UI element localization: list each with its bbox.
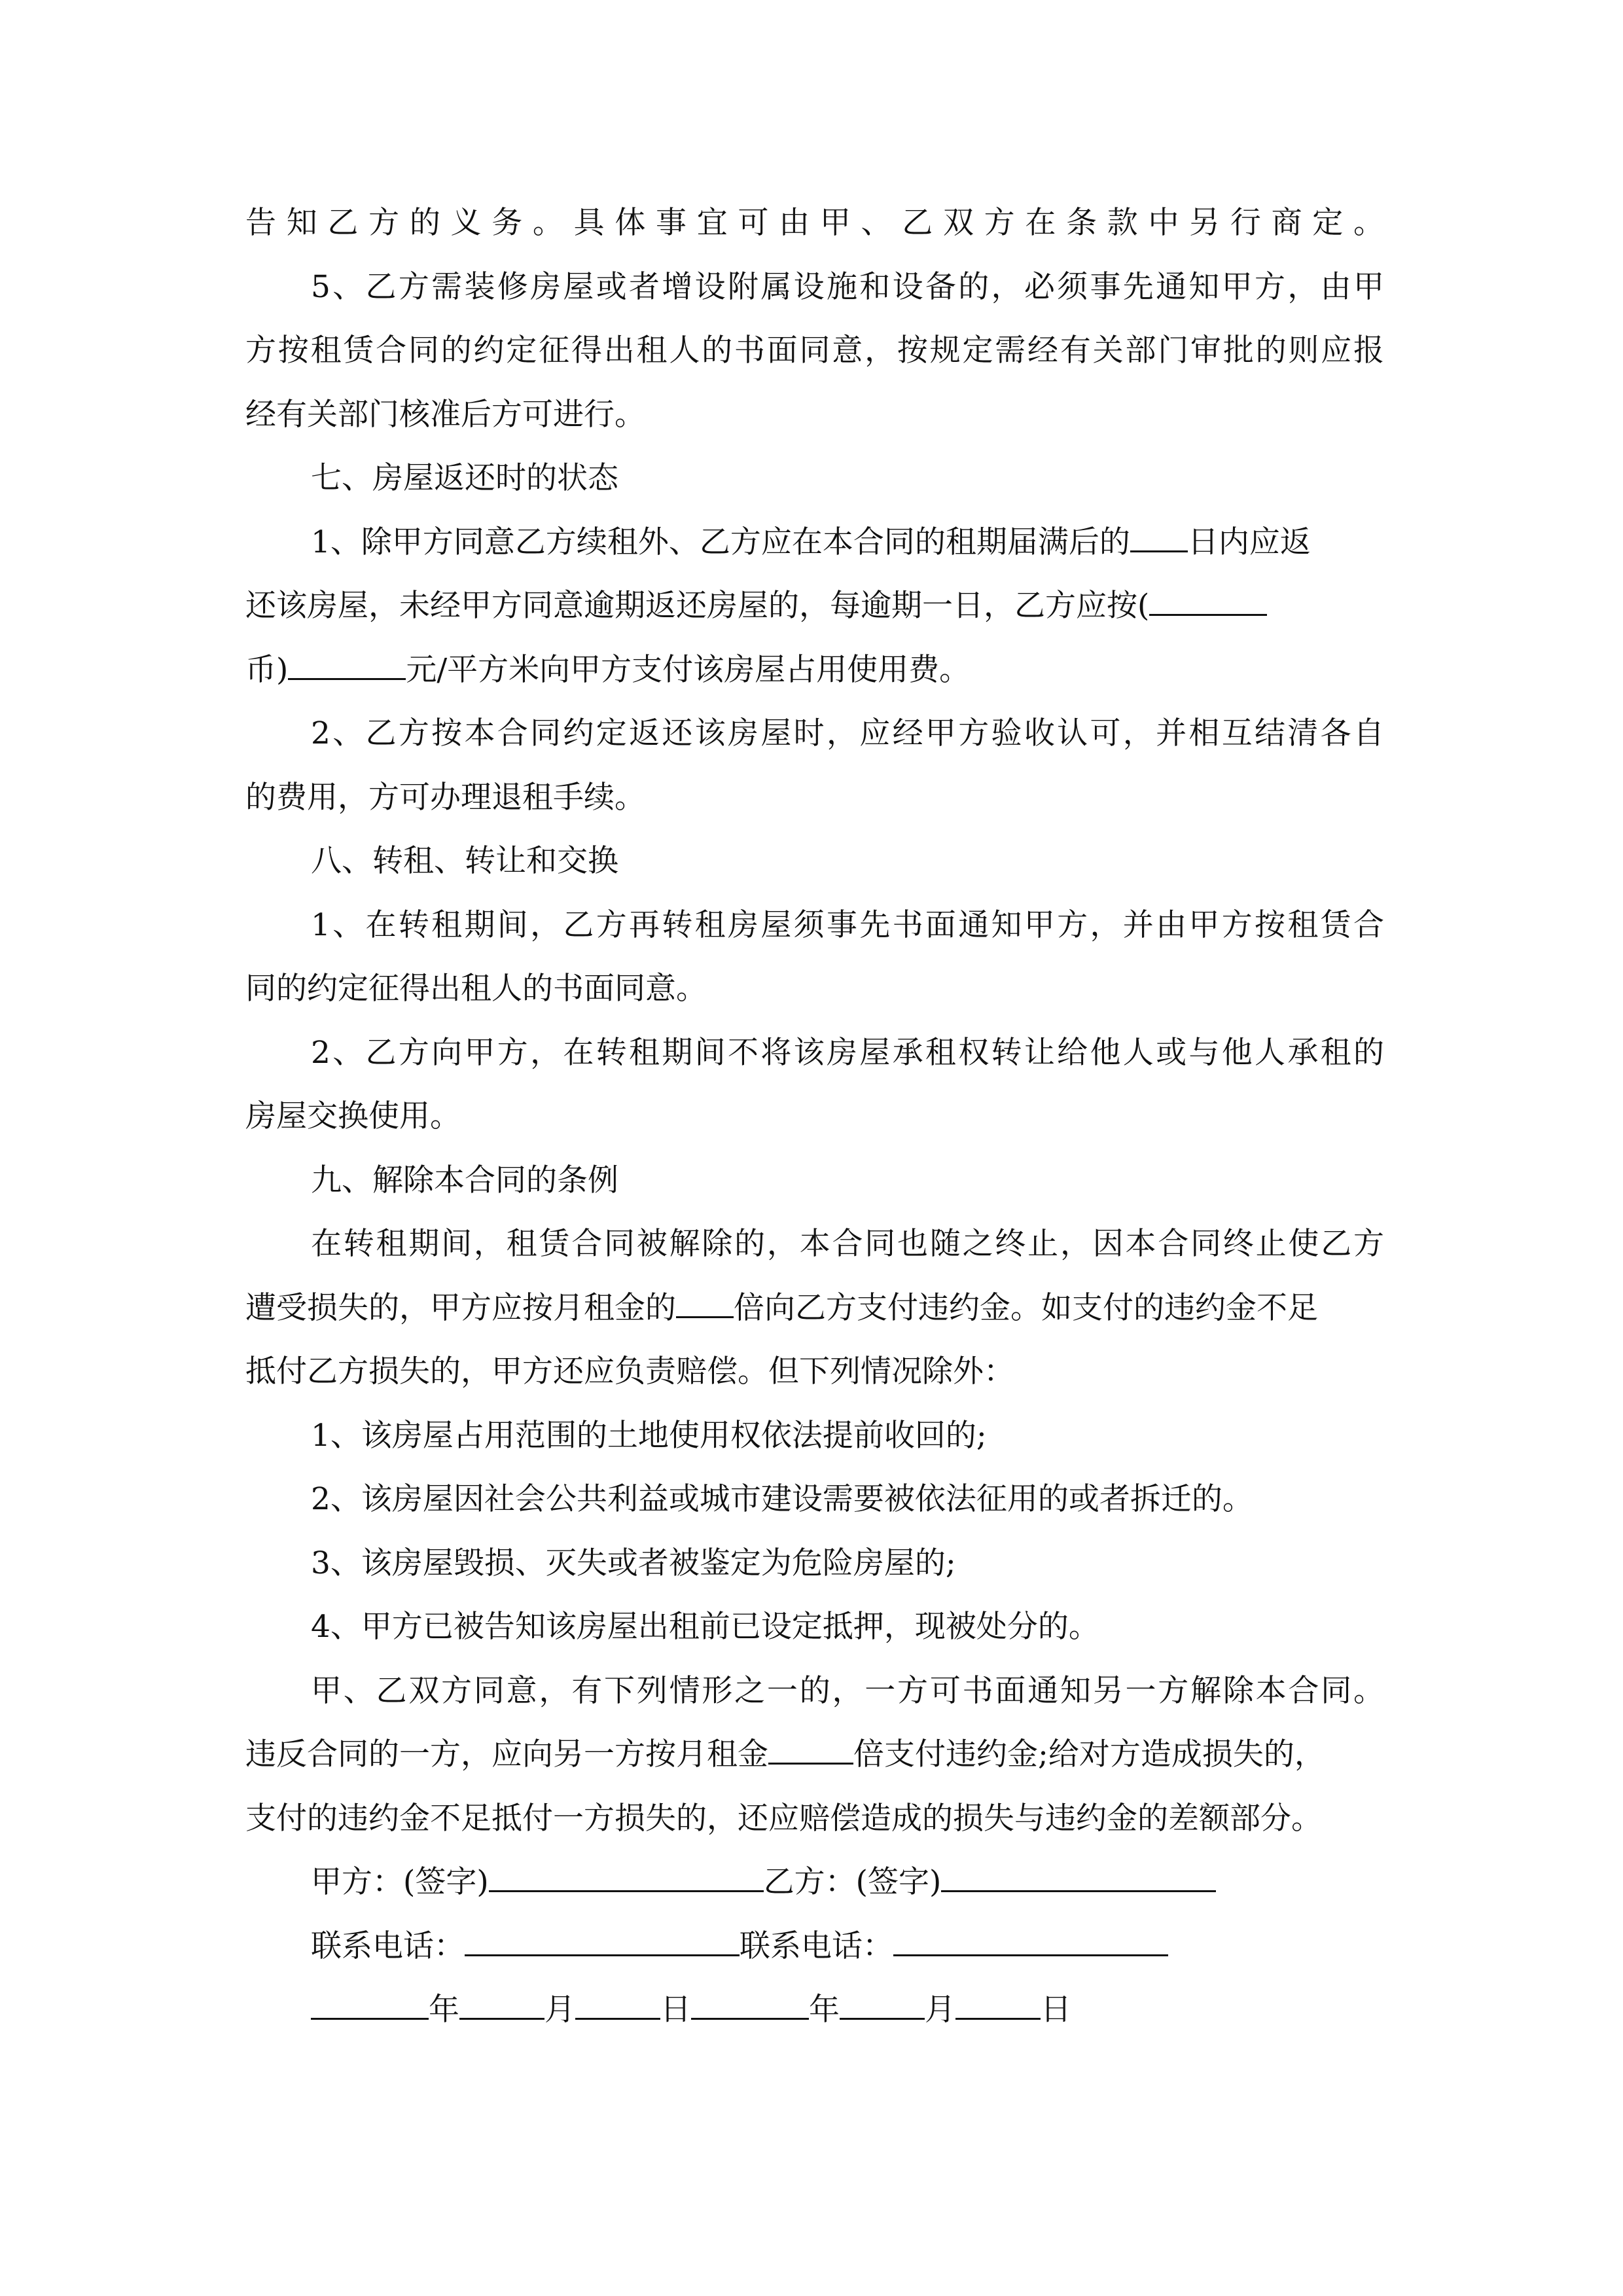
section-heading: 七、房屋返还时的状态 xyxy=(311,460,618,496)
line-text: 元/平方米向甲方支付该房屋占用使用费。 xyxy=(406,651,971,688)
fill-blank xyxy=(768,1733,853,1765)
party-b-sign-blank xyxy=(941,1861,1216,1892)
party-a-sign-blank xyxy=(489,1861,764,1892)
paragraph-line: 房屋交换使用。 xyxy=(245,1098,461,1134)
party-b-phone-blank xyxy=(893,1925,1168,1956)
paragraph-line: 同的约定征得出租人的书面同意。 xyxy=(245,971,707,1007)
phone-row xyxy=(245,1914,1384,1979)
paragraph-line: 5、乙方需装修房屋或者增设附属设施和设备的，必须事先通知甲方，由甲 xyxy=(311,268,1384,305)
fill-blank xyxy=(288,649,406,680)
party-a-month-blank xyxy=(459,1988,544,2020)
fill-blank xyxy=(1130,521,1188,552)
list-item: 1、该房屋占用范围的土地使用权依法提前收回的; xyxy=(311,1417,987,1454)
line-text: 遭受损失的，甲方应按月租金的 xyxy=(245,1289,676,1326)
year-label: 年 xyxy=(429,1992,459,2028)
fill-blank xyxy=(676,1287,734,1318)
line-text: 违反合同的一方，应向另一方按月租金 xyxy=(245,1736,768,1772)
section-heading: 九、解除本合同的条例 xyxy=(311,1162,618,1198)
day-label: 日 xyxy=(660,1992,691,2028)
paragraph-line: 的费用，方可办理退租手续。 xyxy=(245,779,645,816)
paragraph-line: 在转租期间，租赁合同被解除的，本合同也随之终止，因本合同终止使乙方 xyxy=(311,1226,1384,1262)
line-text: 币) xyxy=(245,651,289,688)
month-label: 月 xyxy=(925,1992,955,2028)
party-b-sign-label: 乙方：(签字) xyxy=(763,1864,942,1900)
line-text: 日内应返 xyxy=(1187,524,1311,560)
party-a-phone-blank xyxy=(465,1925,740,1956)
paragraph-line: 方按租赁合同的约定征得出租人的书面同意，按规定需经有关部门审批的则应报 xyxy=(245,332,1384,368)
paragraph-line xyxy=(245,638,1384,702)
party-b-phone-label: 联系电话： xyxy=(740,1928,893,1964)
party-b-year-blank xyxy=(691,1988,809,2020)
paragraph-line: 1、在转租期间，乙方再转租房屋须事先书面通知甲方，并由甲方按租赁合 xyxy=(311,906,1384,943)
paragraph-line: 告知乙方的义务。具体事宜可由甲、乙双方在条款中另行商定。 xyxy=(245,205,1384,241)
section-heading: 八、转租、转让和交换 xyxy=(311,843,618,879)
line-text: 倍支付违约金;给对方造成损失的， xyxy=(853,1736,1325,1772)
party-b-day-blank xyxy=(955,1988,1041,2020)
document-body xyxy=(245,191,1384,2042)
paragraph-line: 甲、乙双方同意，有下列情形之一的，一方可书面通知另一方解除本合同。 xyxy=(311,1672,1384,1709)
paragraph-line: 经有关部门核准后方可进行。 xyxy=(245,396,645,433)
year-label: 年 xyxy=(809,1992,840,2028)
list-item: 2、该房屋因社会公共利益或城市建设需要被依法征用的或者拆迁的。 xyxy=(311,1481,1253,1517)
paragraph-line: 支付的违约金不足抵付一方损失的，还应赔偿造成的损失与违约金的差额部分。 xyxy=(245,1800,1322,1837)
paragraph-line xyxy=(245,574,1384,638)
paragraph-line xyxy=(245,1723,1384,1787)
paragraph-line: 抵付乙方损失的，甲方还应负责赔偿。但下列情况除外： xyxy=(245,1354,1014,1390)
month-label: 月 xyxy=(544,1992,575,2028)
line-text: 倍向乙方支付违约金。如支付的违约金不足 xyxy=(734,1289,1318,1326)
paragraph-line: 2、乙方向甲方，在转租期间不将该房屋承租权转让给他人或与他人承租的 xyxy=(311,1034,1384,1071)
paragraph-line: 2、乙方按本合同约定返还该房屋时，应经甲方验收认可，并相互结清各自 xyxy=(311,715,1384,751)
line-text: 还该房屋，未经甲方同意逾期返还房屋的，每逾期一日，乙方应按( xyxy=(245,588,1150,624)
list-item: 3、该房屋毁损、灭失或者被鉴定为危险房屋的; xyxy=(311,1545,956,1581)
date-row xyxy=(245,1978,1384,2042)
line-text: 1、除甲方同意乙方续租外、乙方应在本合同的租期届满后的 xyxy=(311,524,1130,560)
party-a-phone-label: 联系电话： xyxy=(311,1928,465,1964)
party-a-year-blank xyxy=(311,1988,429,2020)
list-item: 4、甲方已被告知该房屋出租前已设定抵押，现被处分的。 xyxy=(311,1609,1099,1645)
signature-row xyxy=(245,1850,1384,1914)
fill-blank xyxy=(1149,584,1267,616)
party-a-sign-label: 甲方：(签字) xyxy=(311,1864,489,1900)
party-b-month-blank xyxy=(840,1988,925,2020)
paragraph-line xyxy=(245,511,1384,575)
paragraph-line xyxy=(245,1276,1384,1340)
party-a-day-blank xyxy=(575,1988,660,2020)
day-label: 日 xyxy=(1041,1992,1071,2028)
